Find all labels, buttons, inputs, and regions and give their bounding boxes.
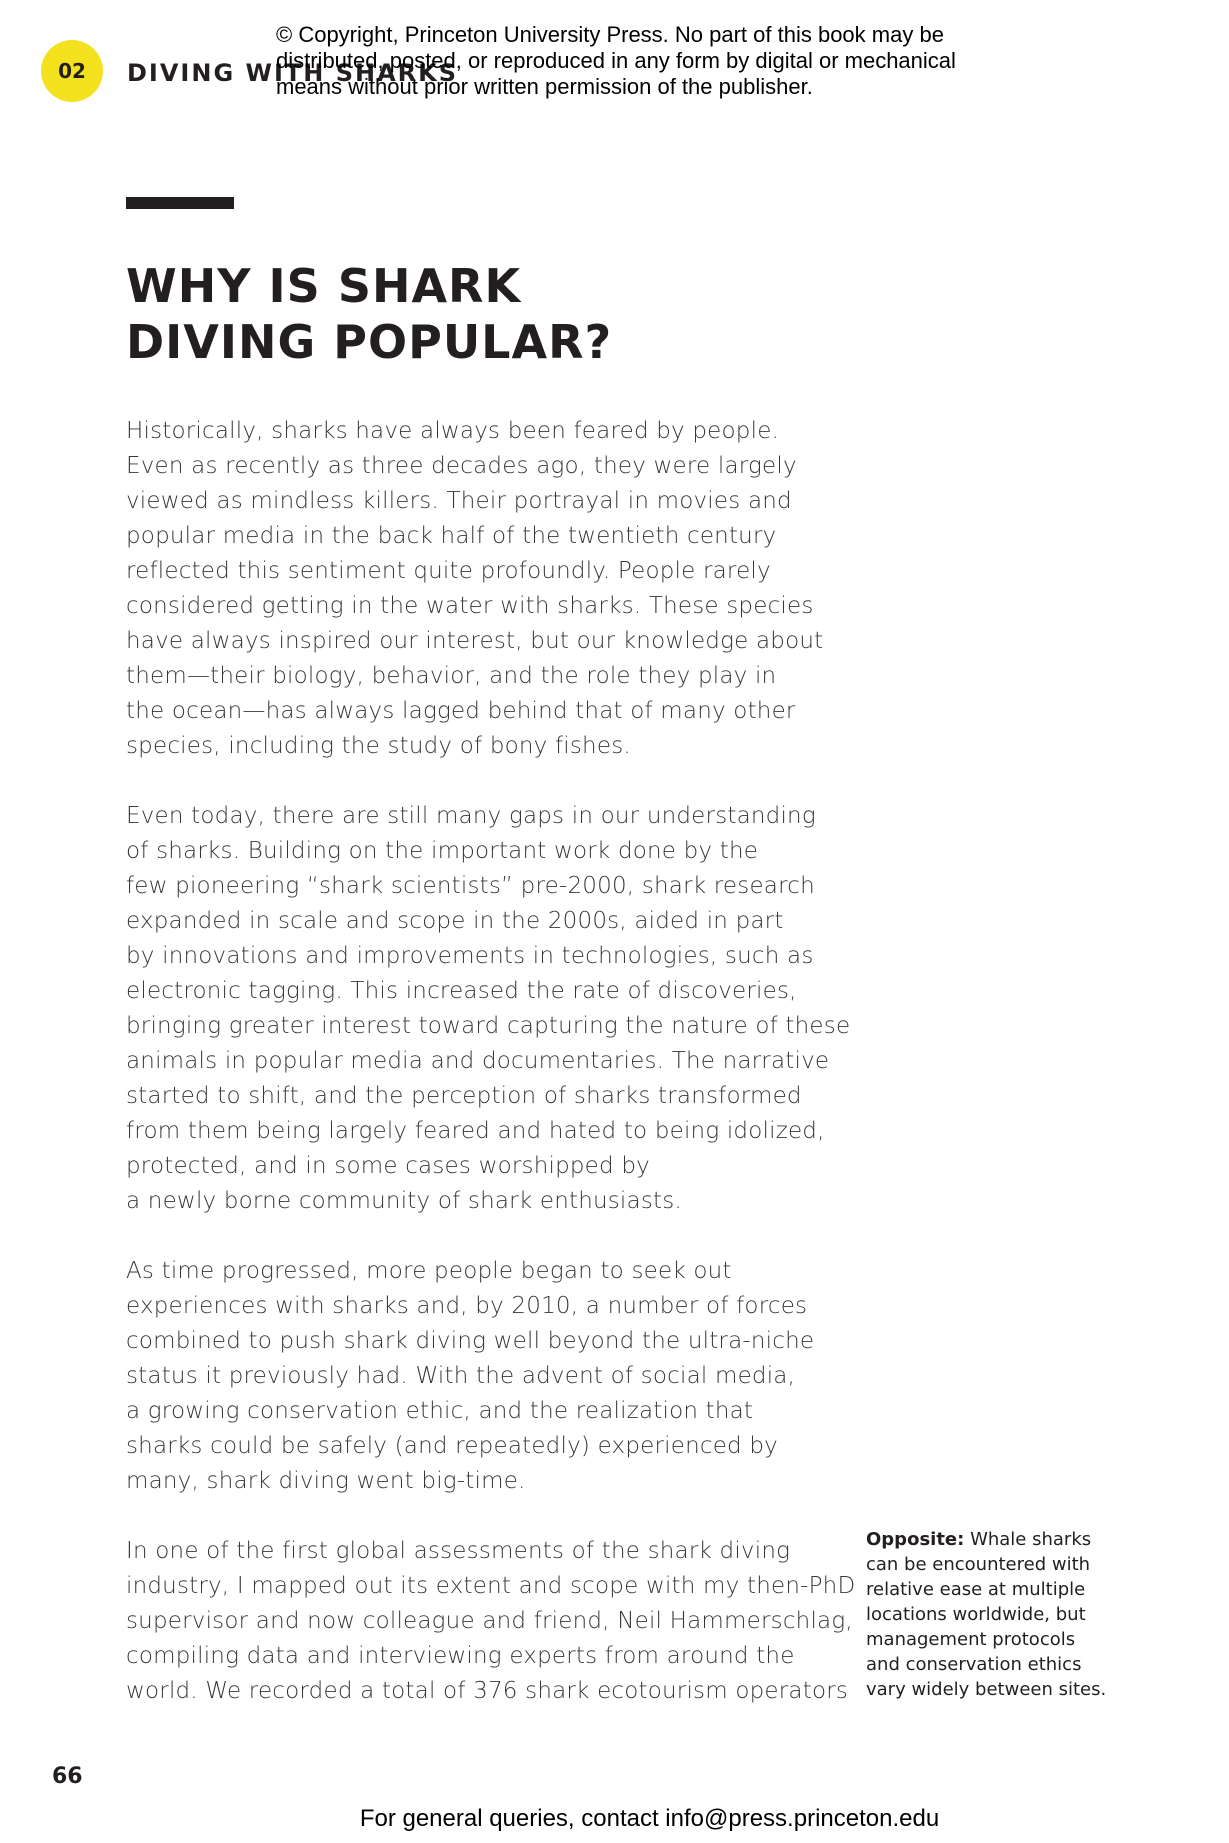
text-line: bringing greater interest toward capturing the nature of these — [126, 1013, 851, 1039]
photo-caption — [866, 1527, 1126, 1702]
contact-notice: For general queries, contact info@press.princeton.edu — [359, 1805, 940, 1832]
caption-line: vary widely between sites. — [866, 1679, 1107, 1700]
text-line: from them being largely feared and hated to being idolized, — [126, 1118, 825, 1144]
text-line: started to shift, and the perception of sharks transformed — [126, 1083, 802, 1109]
copyright-line: distributed, posted, or reproduced in any form by digital or mechanical — [276, 48, 956, 73]
copyright-notice — [276, 22, 976, 100]
text-line: the ocean—has always lagged behind that of many other — [126, 698, 796, 724]
caption-text: Whale sharks — [964, 1529, 1092, 1550]
running-head: DIVING WITH SHARKS — [127, 59, 459, 87]
text-line: them—their biology, behavior, and the role they play in — [126, 663, 777, 689]
text-line: by innovations and improvements in technologies, such as — [126, 943, 814, 969]
text-line: sharks could be safely (and repeatedly) experienced by — [126, 1433, 778, 1459]
text-line: experiences with sharks and, by 2010, a number of forces — [126, 1293, 808, 1319]
body-paragraph — [126, 1254, 846, 1499]
text-line: In one of the first global assessments of the shark diving — [126, 1538, 791, 1564]
body-paragraph — [126, 414, 846, 764]
text-line: animals in popular media and documentaries. The narrative — [126, 1048, 830, 1074]
text-line: world. We recorded a total of 376 shark ecotourism operators — [126, 1678, 849, 1704]
text-line: a growing conservation ethic, and the realization that — [126, 1398, 754, 1424]
text-line: expanded in scale and scope in the 2000s, aided in part — [126, 908, 784, 934]
text-line: status it previously had. With the advent of social media, — [126, 1363, 796, 1389]
text-line: protected, and in some cases worshipped by — [126, 1153, 650, 1179]
text-line: electronic tagging. This increased the rate of discoveries, — [126, 978, 797, 1004]
body-text — [126, 414, 856, 1744]
text-line: reflected this sentiment quite profoundly. People rarely — [126, 558, 771, 584]
text-line: Even today, there are still many gaps in our understanding — [126, 803, 816, 829]
chapter-number: 02 — [58, 59, 86, 83]
caption-label: Opposite: — [866, 1529, 965, 1550]
text-line: Even as recently as three decades ago, they were largely — [126, 453, 797, 479]
caption-first-line — [866, 1527, 1126, 1552]
page-title-line: DIVING POPULAR? — [126, 315, 613, 369]
text-line: have always inspired our interest, but our knowledge about — [126, 628, 824, 654]
text-line: species, including the study of bony fishes. — [126, 733, 631, 759]
chapter-number-badge — [41, 40, 103, 102]
caption-line: management protocols — [866, 1629, 1076, 1650]
page-title — [126, 258, 612, 370]
page-title-line: WHY IS SHARK — [126, 259, 522, 313]
text-line: combined to push shark diving well beyond the ultra-niche — [126, 1328, 815, 1354]
copyright-line: means without prior written permission of the publisher. — [276, 74, 813, 99]
text-line: As time progressed, more people began to seek out — [126, 1258, 732, 1284]
caption-line: and conservation ethics — [866, 1654, 1082, 1675]
text-line: few pioneering “shark scientists” pre-2000, shark research — [126, 873, 815, 899]
text-line: Historically, sharks have always been feared by people. — [126, 418, 780, 444]
copyright-line: © Copyright, Princeton University Press. No part of this book may be — [276, 22, 944, 47]
body-paragraph — [126, 799, 851, 1219]
text-line: many, shark diving went big-time. — [126, 1468, 526, 1494]
page-number: 66 — [52, 1764, 83, 1789]
text-line: industry, I mapped out its extent and scope with my then-PhD — [126, 1573, 856, 1599]
text-line: compiling data and interviewing experts from around the — [126, 1643, 795, 1669]
text-line: considered getting in the water with sharks. These species — [126, 593, 814, 619]
text-line: popular media in the back half of the twentieth century — [126, 523, 777, 549]
text-line: supervisor and now colleague and friend, Neil Hammerschlag, — [126, 1608, 853, 1634]
title-rule — [126, 197, 234, 209]
caption-line: relative ease at multiple — [866, 1579, 1086, 1600]
text-line: of sharks. Building on the important work done by the — [126, 838, 759, 864]
caption-line: locations worldwide, but — [866, 1604, 1086, 1625]
body-paragraph — [126, 1534, 856, 1709]
caption-line: can be encountered with — [866, 1554, 1091, 1575]
text-line: viewed as mindless killers. Their portrayal in movies and — [126, 488, 792, 514]
text-line: a newly borne community of shark enthusiasts. — [126, 1188, 682, 1214]
